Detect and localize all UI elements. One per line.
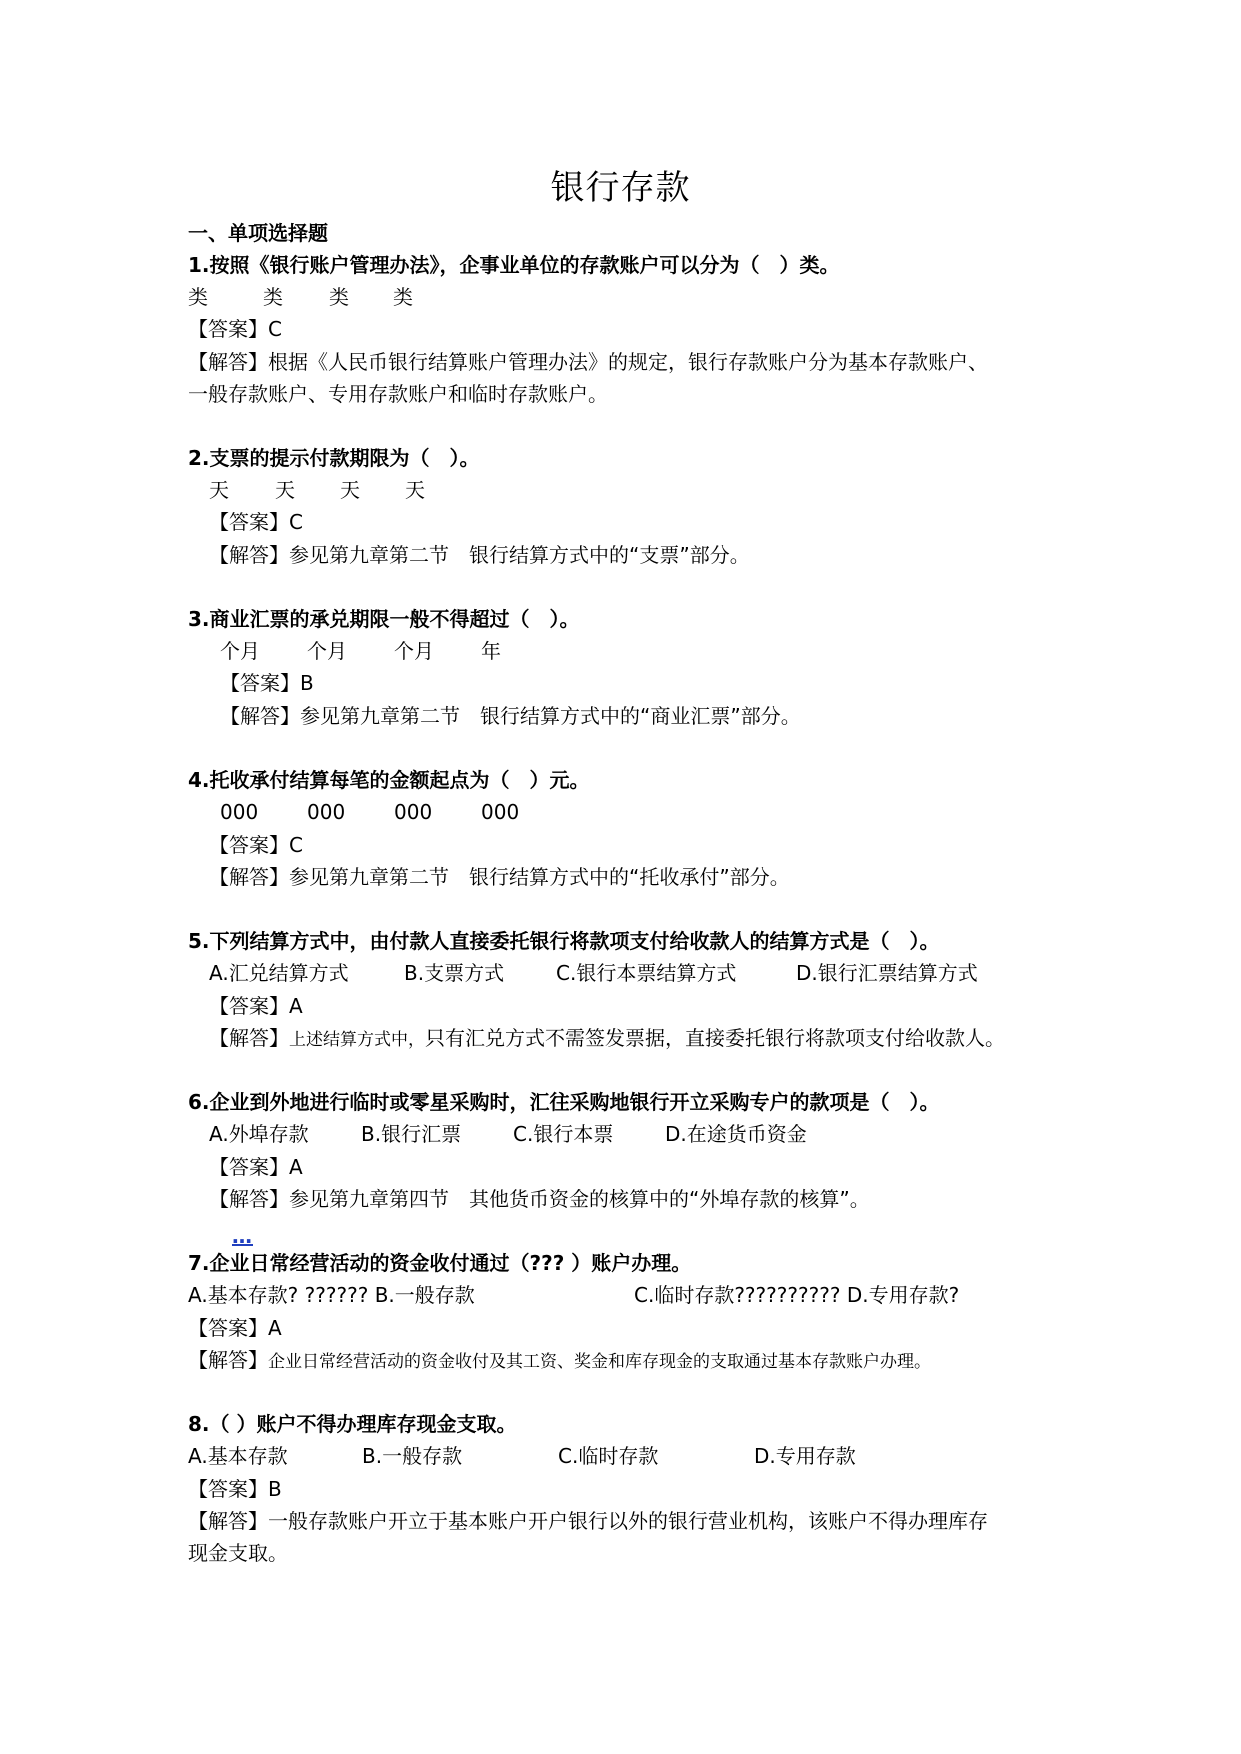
question-1: 1.按照《银行账户管理办法》，企事业单位的存款账户可以分为（ ）类。 — [188, 253, 840, 277]
option: 000 — [220, 800, 259, 824]
option: C.临时存款?????????? D.专用存款? — [634, 1283, 960, 1307]
option: C.临时存款 — [558, 1444, 659, 1468]
explanation-1-cont: 一般存款账户、专用存款账户和临时存款账户。 — [188, 382, 608, 406]
question-2-options — [209, 476, 425, 504]
answer-8: 【答案】B — [188, 1477, 282, 1501]
question-5-options — [209, 959, 978, 987]
option: 000 — [394, 800, 433, 824]
option: 个月 — [307, 639, 347, 663]
option: 类 — [329, 285, 349, 309]
more-link[interactable]: … — [232, 1224, 253, 1248]
option: 年 — [481, 639, 501, 663]
question-8: 8.（ ）账户不得办理库存现金支取。 — [188, 1412, 517, 1436]
option: 天 — [340, 478, 360, 502]
option: A.基本存款 — [188, 1444, 288, 1468]
page-title: 银行存款 — [550, 168, 691, 208]
explanation-4: 【解答】参见第九章第二节 银行结算方式中的“托收承付”部分。 — [209, 865, 790, 889]
question-1-options — [188, 283, 413, 311]
answer-2: 【答案】C — [209, 510, 303, 534]
answer-3: 【答案】B — [220, 671, 314, 695]
question-7-options — [188, 1281, 959, 1309]
explanation-text-small: 上述结算方式中， — [289, 1030, 425, 1050]
answer-4: 【答案】C — [209, 833, 303, 857]
option: 类 — [188, 285, 208, 309]
option: 类 — [263, 285, 283, 309]
explanation-label: 【解答】 — [188, 1348, 268, 1372]
question-4-options — [220, 798, 519, 826]
question-3-options — [220, 637, 501, 665]
option: B.支票方式 — [404, 961, 505, 985]
option: 天 — [209, 478, 229, 502]
question-5: 5.下列结算方式中，由付款人直接委托银行将款项支付给收款人的结算方式是（ ）。 — [188, 929, 940, 953]
section-heading: 一、单项选择题 — [188, 221, 328, 245]
answer-7: 【答案】A — [188, 1316, 282, 1340]
option: C.银行本票结算方式 — [556, 961, 737, 985]
option: D.在途货币资金 — [665, 1122, 807, 1146]
question-6: 6.企业到外地进行临时或零星采购时，汇往采购地银行开立采购专户的款项是（ ）。 — [188, 1090, 940, 1114]
option: 天 — [405, 478, 425, 502]
question-7: 7.企业日常经营活动的资金收付通过（??? ）账户办理。 — [188, 1251, 692, 1275]
option: B.一般存款 — [362, 1444, 463, 1468]
option: 000 — [307, 800, 346, 824]
explanation-5 — [209, 1024, 1005, 1054]
explanation-text-small: 企业日常经营活动的资金收付及其工资、奖金和库存现金的支取通过基本存款账户办理。 — [268, 1352, 931, 1372]
question-3: 3.商业汇票的承兑期限一般不得超过（ ）。 — [188, 607, 580, 631]
option: 个月 — [220, 639, 260, 663]
explanation-2: 【解答】参见第九章第二节 银行结算方式中的“支票”部分。 — [209, 543, 750, 567]
option: D.银行汇票结算方式 — [796, 961, 978, 985]
explanation-8-cont: 现金支取。 — [188, 1541, 288, 1565]
option: 天 — [275, 478, 295, 502]
answer-1: 【答案】C — [188, 317, 282, 341]
option: A.外埠存款 — [209, 1122, 309, 1146]
option: D.专用存款 — [754, 1444, 856, 1468]
explanation-text: 只有汇兑方式不需签发票据，直接委托银行将款项支付给收款人。 — [425, 1026, 1005, 1050]
answer-6: 【答案】A — [209, 1155, 303, 1179]
explanation-8: 【解答】一般存款账户开立于基本账户开户银行以外的银行营业机构，该账户不得办理库存 — [188, 1509, 988, 1533]
option: 类 — [393, 285, 413, 309]
explanation-label: 【解答】 — [209, 1026, 289, 1050]
option: B.银行汇票 — [361, 1122, 462, 1146]
option: 个月 — [394, 639, 434, 663]
option: C.银行本票 — [513, 1122, 614, 1146]
option: A.基本存款? ?????? B.一般存款 — [188, 1283, 475, 1307]
answer-5: 【答案】A — [209, 994, 303, 1018]
question-2: 2.支票的提示付款期限为（ ）。 — [188, 446, 480, 470]
explanation-7 — [188, 1346, 931, 1376]
question-4: 4.托收承付结算每笔的金额起点为（ ）元。 — [188, 768, 590, 792]
question-6-options — [209, 1120, 807, 1148]
explanation-1: 【解答】根据《人民币银行结算账户管理办法》的规定，银行存款账户分为基本存款账户、 — [188, 350, 988, 374]
question-8-options — [188, 1442, 856, 1470]
option: A.汇兑结算方式 — [209, 961, 349, 985]
explanation-3: 【解答】参见第九章第二节 银行结算方式中的“商业汇票”部分。 — [220, 704, 801, 728]
option: 000 — [481, 800, 520, 824]
explanation-6: 【解答】参见第九章第四节 其他货币资金的核算中的“外埠存款的核算”。 — [209, 1187, 870, 1211]
